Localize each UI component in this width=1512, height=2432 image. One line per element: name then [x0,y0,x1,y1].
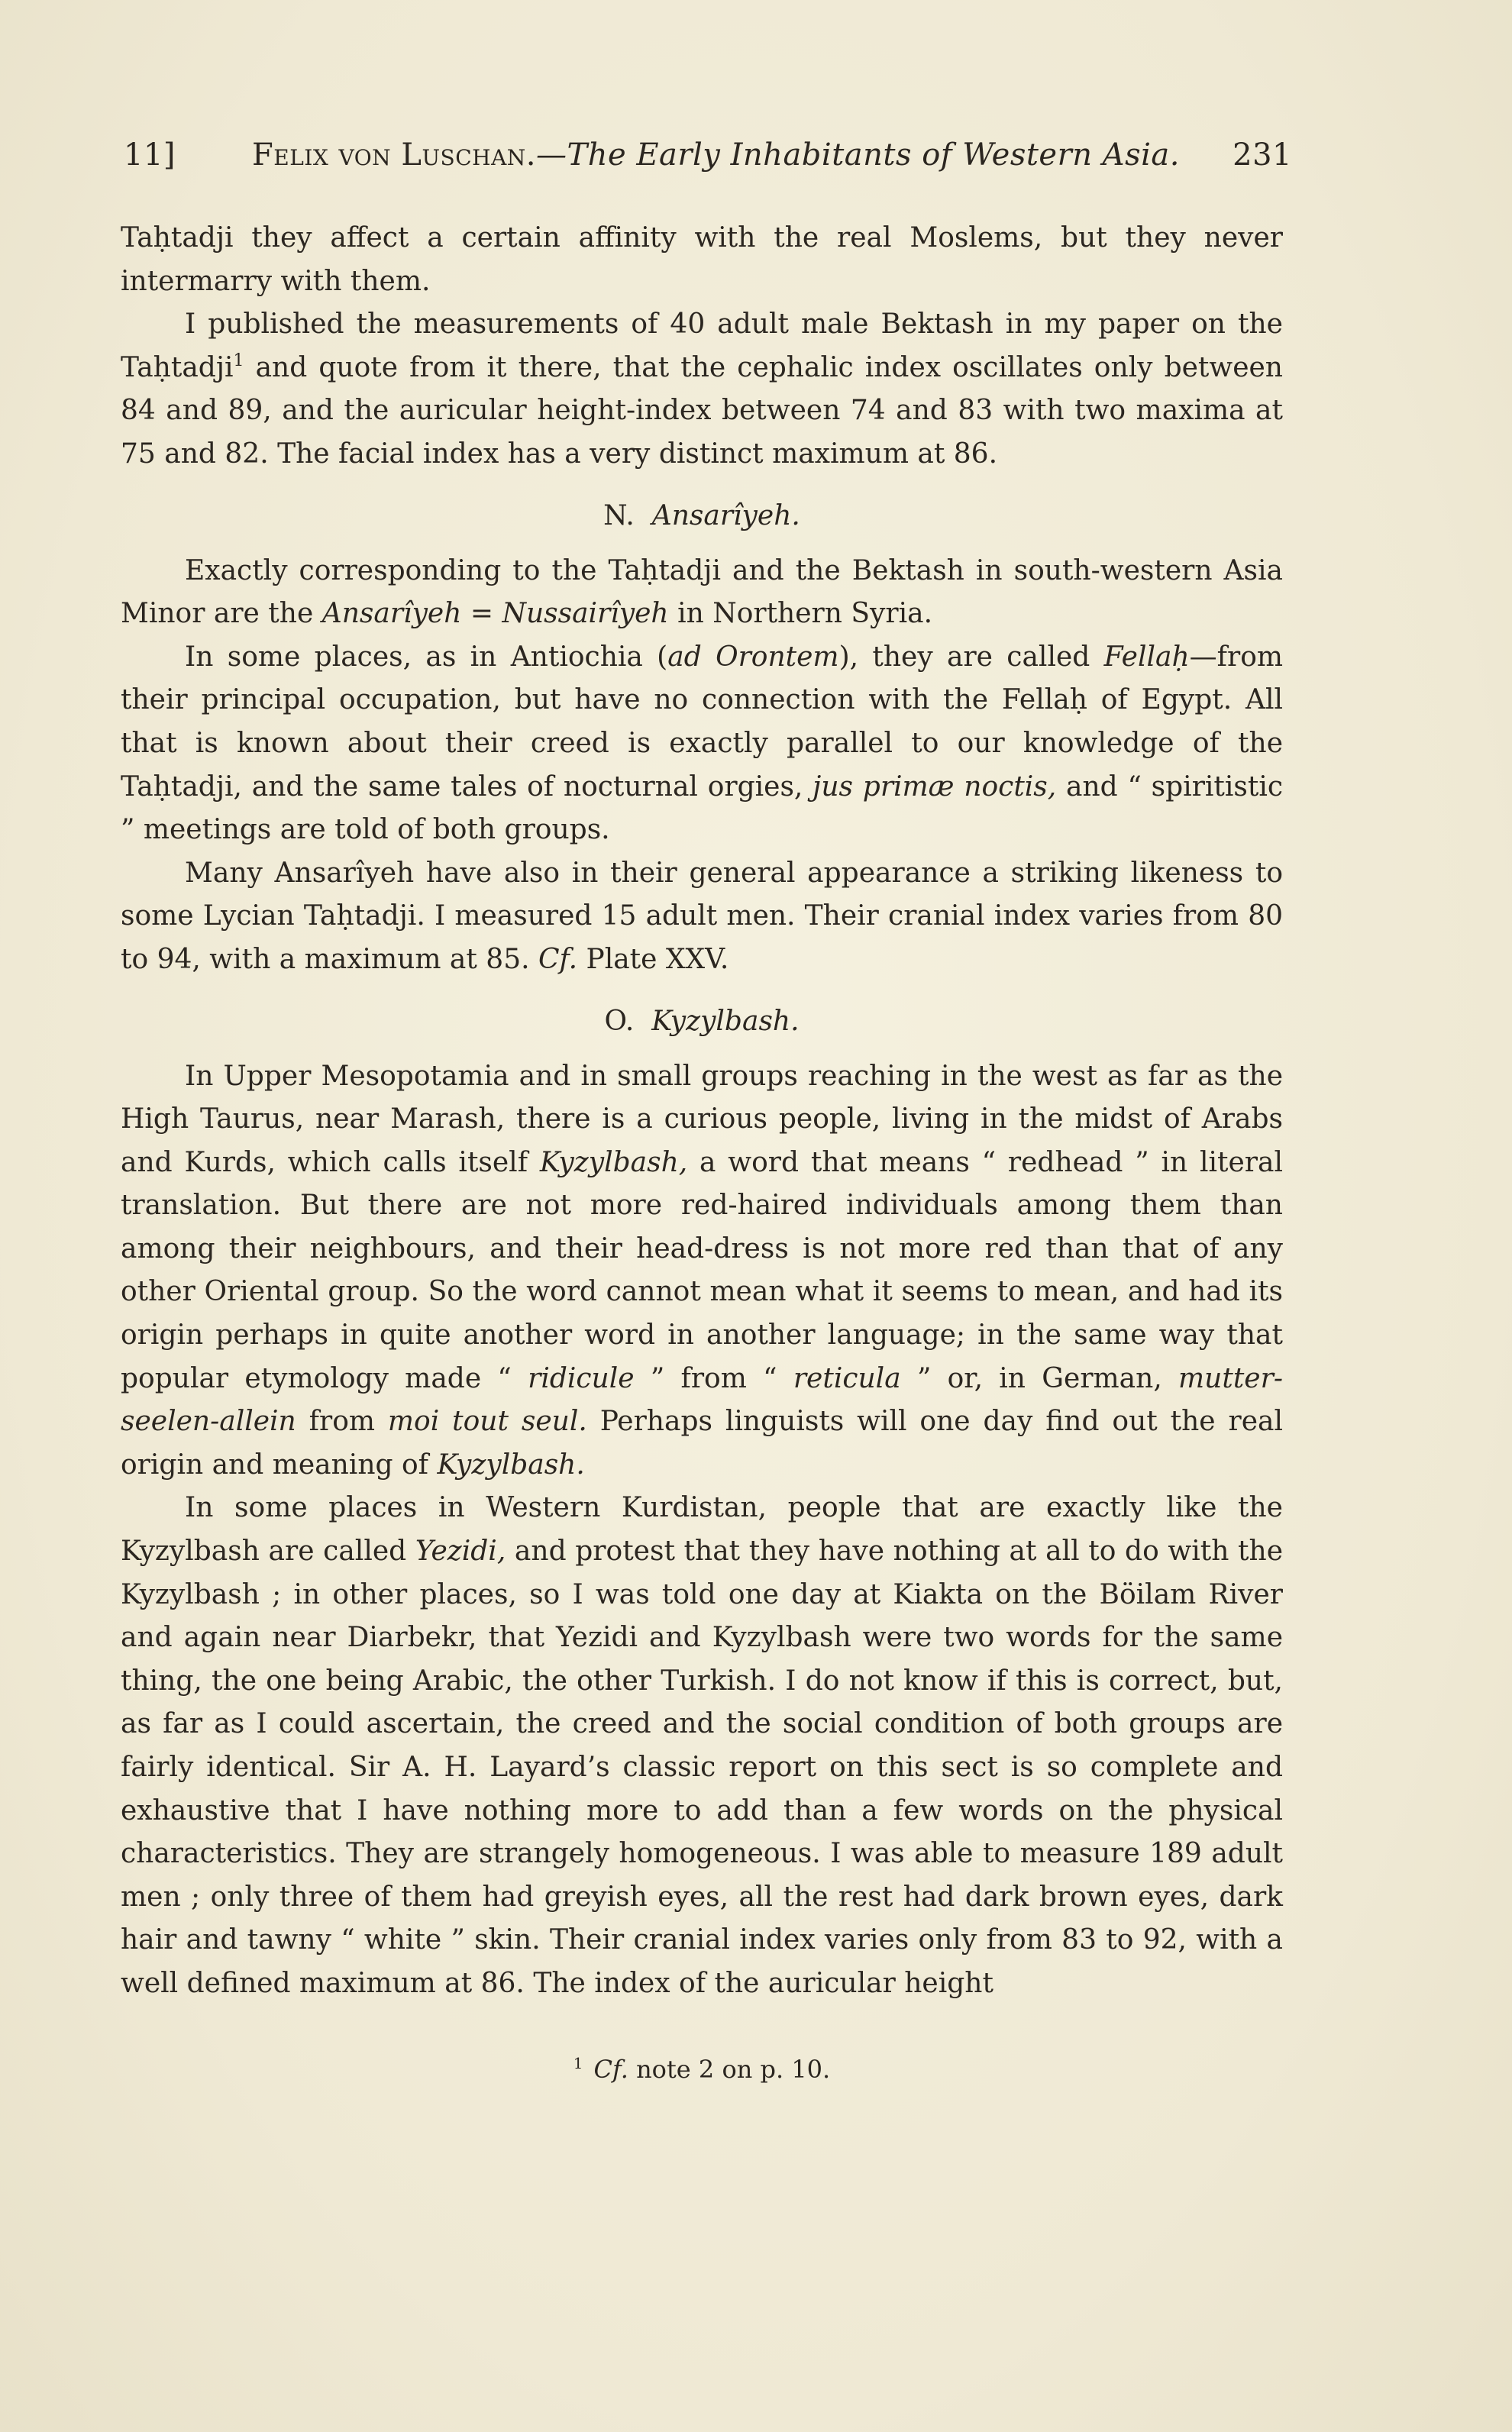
paragraph-7: In some places in Western Kurdistan, people that are exactly like the Kyzylbash are called Yezidi, and protest that they have nothing at all to do with the Kyzylbash ; in other places, so I was told one day at Kiakta on the Böilam River and again near Diarbekr, that Yezidi and Kyzylbash were two words for the same thing, the one being Arabic, the other Turkish. I do not know if this is correct, but, as far as I could ascertain, the creed and the social condition of both groups are fairly identical. Sir A. H. Layard’s classic report on this sect is so complete and exhaustive that I have nothing more to add than a few words on the physical characteristics. They are strangely homogeneous. I was able to measure 189 adult men ; only three of them had greyish eyes, all the rest had dark brown eyes, dark hair and tawny “ white ” skin. Their cranial index varies only from 83 to 92, with a well defined maximum at 86. The index of the auricular height [121,1492,1284,1999]
article-title: —The Early Inhabitants of Western Asia. [536,137,1180,173]
body-text [121,217,1283,2006]
paragraph-6: In Upper Mesopotamia and in small groups reaching in the west as far as the High Taurus, near Marash, there is a curious people, living in the midst of Arabs and Kurds, which calls itself Kyzylbash, a word that means “ redhead ” in literal translation. But there are not more red-haired individuals among them than among their neighbours, and their head-dress is not more red than that of any other Oriental group. So the word cannot mean what it seems to mean, and had its origin perhaps in quite another word in another language; in the same way that popular etymology made “ ridicule ” from “ reticula ” or, in German, mutter-seelen-allein from moi tout seul. Perhaps linguists will one day find out the real origin and meaning of Kyzylbash. [121,1060,1283,1481]
paragraph-5: Many Ansarîyeh have also in their general appearance a striking likeness to some Lycian Taḥtadji. I measured 15 adult men. Their cranial index varies from 80 to 94, with a maximum at 85. Cf. Plate XXV. [121,857,1283,975]
author-name: Felix von Luschan. [252,137,537,173]
running-title [252,137,1180,173]
paragraph-1: Taḥtadji they affect a certain affinity with the real Moslems, but they never intermarry with them. [121,222,1283,297]
chapter-number: 11] [124,137,176,173]
footnote [121,2054,1283,2084]
paragraph-4: In some places, as in Antiochia (ad Orontem), they are called Fellaḥ—from their principal occupation, but have no connection with the Fellaḥ of Egypt. All that is known about their creed is exactly parallel to our knowledge of the Taḥtadji, and the same tales of nocturnal orgies, jus primæ noctis, and “ spiritistic ” meetings are told of both groups. [121,641,1284,846]
footnote-mark: 1 [573,2054,583,2072]
section-heading-o: O. Kyzylbash. [604,1005,800,1037]
paragraph-3: Exactly corresponding to the Taḥtadji and the Bektash in south-western Asia Minor are the Ansarîyeh = Nussairîyeh in Northern Syria. [121,554,1283,630]
footnote-cf: Cf. [593,2055,628,2084]
running-header [124,137,1292,183]
footnote-reference: 1 [233,350,244,370]
footnote-text: note 2 on p. 10. [628,2055,831,2084]
section-heading-n: N. Ansarîyeh. [603,499,800,531]
paragraph-2: I published the measurements of 40 adult male Bektash in my paper on the Taḥtadji$^1$ and quote from it there, that the cephalic index oscillates only between 84 and 89, and the auricular height-index between 74 and 83 with two maxima at 75 and 82. The facial index has a very distinct maximum at 86. [121,308,1283,470]
page-number: 231 [1233,137,1292,173]
